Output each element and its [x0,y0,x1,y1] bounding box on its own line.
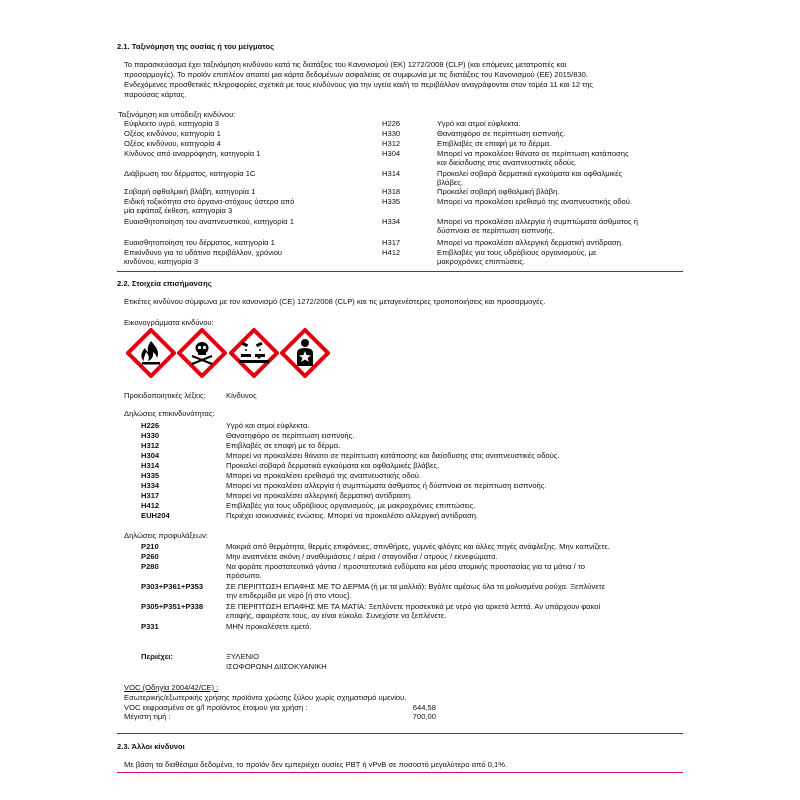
intro-line: Ενδεχόμενες προσθετικές πληροφορίες σχετικά με τους κινδύνους για την υγεία και/ή το περιβάλλον αναγράφονται στον τομέα 11 και 12 της [124,80,594,89]
classification-name: Οξέος κινδύνου, κατηγορία 4 [124,139,221,148]
skull-crossbones-icon [177,328,227,378]
health-hazard-icon [280,328,330,378]
flame-icon [126,328,176,378]
hazard-code: H304 [382,149,401,158]
section-2-2-heading: 2.2. Στοιχεία επισήμανσης [117,279,212,288]
hazard-code: H334 [382,217,401,226]
section-divider [117,271,683,272]
hazard-text: Μπορεί να προκαλέσει ερεθισμό της αναπνευστικής οδού. [437,197,633,206]
pictograms-label: Εικονογράμματα κινδύνου: [124,318,214,327]
pictogram-corrosive [229,328,279,380]
pictogram-health-hazard [280,328,330,380]
hazard-text: Προκαλεί σοβαρά δερματικά εγκαύματα και οφθαλμικές βλάβες. [437,169,623,187]
classification-name: Οξέος κινδύνου, κατηγορία 1 [124,129,221,138]
hazard-text: Προκαλεί σοβαρή οφθαλμική βλάβη. [437,187,560,196]
pictogram-flammable [126,328,176,380]
precaution-statements-label: Δηλώσεις προφυλάξεων: [124,531,208,540]
hazard-text: Μπορεί να προκαλέσει αλλεργική δερματική αντίδραση. [437,238,624,247]
voc-heading: VOC (Οδηγία 2004/42/CE) : [124,683,219,692]
classification-name: Εύφλεκτο υγρό, κατηγορία 3 [124,119,219,128]
hazard-statements-label: Δηλώσεις επικινδυνότητας: [124,409,215,418]
classification-name: Ευαισθητοποίηση του δέρματος, κατηγορία 1 [124,238,275,247]
contains-item: ΞΥΛΕΝΙΟ [226,652,260,661]
section-divider [117,733,683,734]
section-2-2-intro: Ετικέτες κινδύνου σύμφωνα με τον κανονισμό (CE) 1272/2008 (CLP) και τις μεταγενέστερες τροποποιήσεις και προσαρμογές. [124,297,546,306]
voc-description: Εσωτερικής/εξωτερικής χρήσης προϊόντα χρώσης ξύλου χωρίς σχηματισμό υμενίου. [124,693,407,702]
contains-label: Περιέχει: [141,652,173,661]
hazard-code: H318 [382,187,401,196]
corrosion-icon [229,328,279,378]
classification-name: Ειδική τοξικότητα στο όργανα-στόχους ύστερα από μία εφάπαξ έκθεση, κατηγορία 3 [124,197,295,215]
classification-name: Επικίνδυνο για το υδάτινο περιβάλλον, χρόνιου κινδύνου, κατηγορία 3 [124,248,283,266]
section-2-1-heading: 2.1. Ταξινόμηση της ουσίας ή του μείγματος [117,42,275,51]
voc-row-label: VOC εκφρασμένα σε g/l προϊόντος έτοιμου για χρήση : [124,703,308,712]
hazard-text: Επιβλαβές σε επαφή με το δέρμα. [437,139,552,148]
classification-name: Σοβαρή οφθαλμική βλάβη, κατηγορία 1 [124,187,256,196]
hazard-code: H330 [382,129,401,138]
voc-row-label: Μέγιστη τιμή : [124,712,171,721]
classification-name: Διάβρωση του δέρματος, κατηγορία 1C [124,169,256,178]
hazard-text: Μπορεί να προκαλέσει αλλεργία ή συμπτώματα άσθματος ή δύσπνοια σε περίπτωση εισπνοής. [437,217,639,235]
hazard-text: Θανατηφόρο σε περίπτωση εισπνοής. [437,129,566,138]
voc-row-value: 700,00 [412,712,436,721]
classification-name: Ευαισθητοποίηση του αναπνευστικού, κατηγορία 1 [124,217,294,226]
signal-word: Κίνδυνος [226,391,257,400]
hazard-code: H317 [382,238,401,247]
hazard-text: Μπορεί να προκαλέσει θάνατο σε περίπτωση κατάποσης και διείσδυσης στις αναπνευστικές οδούς. [437,149,629,167]
signal-word-label: Προειδοποιητικές λέξεις: [124,391,206,400]
intro-line: Το παρασκεύασμα έχει ταξινόμηση κινδύνου κατά τις διατάξεις του Κανονισμού (ΕΚ) 1272/2008 (CLP) (και επόμενες μετατροπές και [124,60,567,69]
hazard-code: H412 [382,248,401,257]
hazard-code: H335 [382,197,401,206]
bottom-divider [117,772,683,773]
hazard-code: H312 [382,139,401,148]
voc-row-value: 644,58 [412,703,436,712]
contains-item: ΙΣΟΦΟΡΩΝΗ ΔΙΙΣΟΚΥΑΝΙΚΗ [226,662,327,671]
hazard-code: H314 [382,169,401,178]
intro-line: προσαρμογές). Το προϊόν επιπλέον απαιτεί μια κάρτα δεδομένων ασφαλείας σε συμφωνία με τις διατάξεις του Κανονισμού (ΕΕ) 2015/830. [124,70,589,79]
hazard-text: Επιβλαβές για τους υδρόβιους οργανισμούς, με μακροχρόνιες επιπτώσεις. [437,248,597,266]
intro-line: παρούσας κάρτας. [124,90,187,99]
pictogram-toxic [177,328,227,380]
section-2-3-heading: 2.3. Άλλοι κίνδυνοι [117,742,185,751]
classification-label: Ταξινόμηση και υπόδειξη κινδύνου: [118,110,236,119]
classification-name: Κίνδυνος από αναρρόφηση, κατηγορία 1 [124,149,261,158]
hazard-text: Υγρό και ατμοί εύφλεκτα. [437,119,521,128]
hazard-code: H226 [382,119,401,128]
section-2-3-text: Με βάση τα διαθέσιμα δεδομένα, το προϊόν δεν εμπεριέχει ουσίες PBT ή vPvB σε ποσοστό μεγαλύτερο από 0,1%. [124,760,508,769]
